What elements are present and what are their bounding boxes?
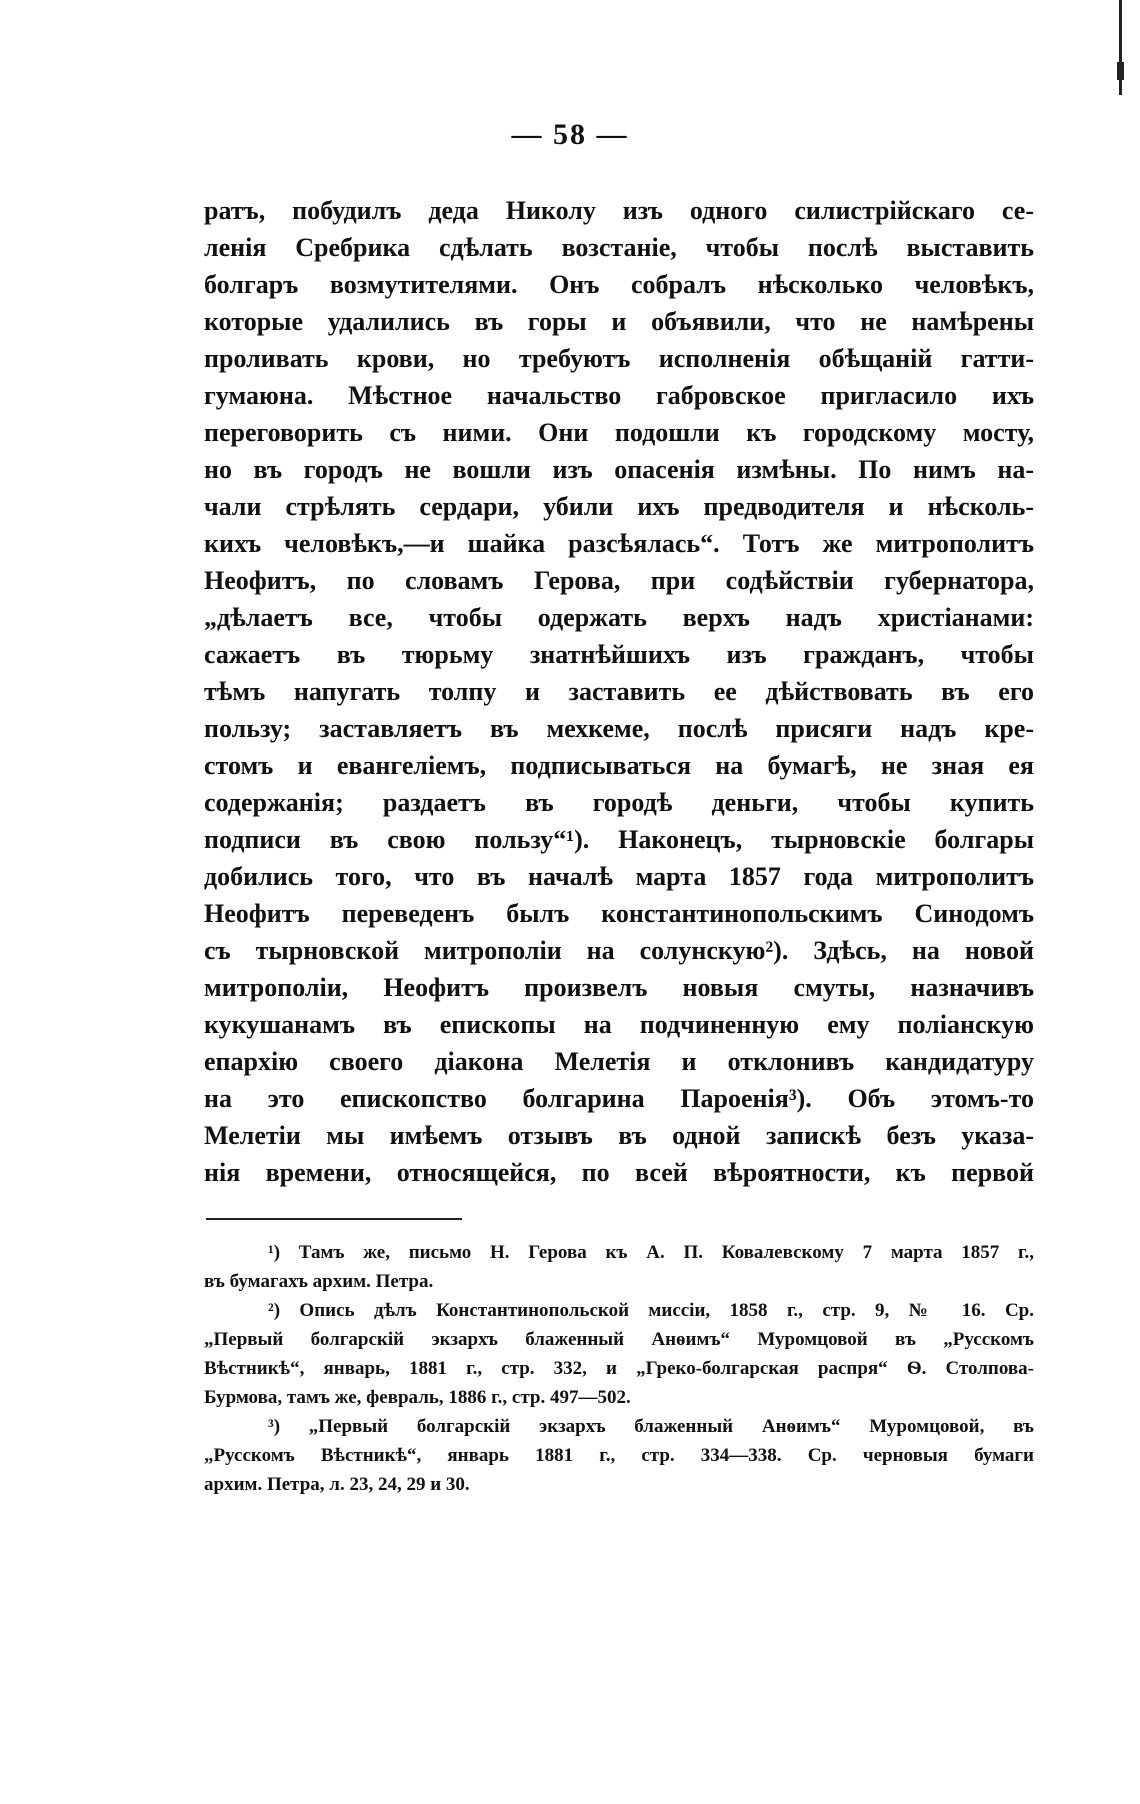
body-line: епархію своего діакона Мелетія и отклонивъ кандидатуру: [204, 1047, 1034, 1076]
footnote-line: Бурмова, тамъ же, февраль, 1886 г., стр. 497—502.: [204, 1387, 631, 1408]
body-line: Неофитъ, по словамъ Герова, при содѣйствіи губернатора,: [204, 566, 1034, 595]
body-line: Мелетіи мы имѣемъ отзывъ въ одной запискѣ безъ указа-: [204, 1121, 1034, 1150]
page-number: — 58 —: [511, 118, 629, 151]
body-line: „дѣлаетъ все, чтобы одержать верхъ надъ христіанами:: [204, 603, 1034, 632]
page-edge-line: [1119, 0, 1122, 95]
footnote-separator: [206, 1218, 462, 1220]
body-line: митрополіи, Неофитъ произвелъ новыя смуты, назначивъ: [204, 973, 1034, 1002]
body-line: болгаръ возмутителями. Онъ собралъ нѣсколько человѣкъ,: [204, 270, 1034, 299]
page-edge-mark: [1117, 62, 1124, 80]
body-line: кихъ человѣкъ,—и шайка разсѣялась“. Тотъ же митрополитъ: [204, 529, 1034, 558]
body-line: кукушанамъ въ епископы на подчиненную ему поліанскую: [204, 1010, 1034, 1039]
body-line: переговорить съ ними. Они подошли къ городскому мосту,: [204, 418, 1034, 447]
body-line: но въ городъ не вошли изъ опасенія измѣны. По нимъ на-: [204, 455, 1034, 484]
body-line: подписи въ свою пользу“¹). Наконецъ, тырновскіе болгары: [204, 825, 1034, 854]
footnote-line: Вѣстникѣ“, январь, 1881 г., стр. 332, и „Греко-болгарская распря“ Ѳ. Столпова-: [204, 1358, 1034, 1379]
body-line: на это епископство болгарина Пароенія³). Объ этомъ-то: [204, 1084, 1034, 1113]
body-line: содержанія; раздаетъ въ городѣ деньги, чтобы купить: [204, 788, 1034, 817]
body-line: чали стрѣлять сердари, убили ихъ предводителя и нѣсколь-: [204, 492, 1034, 521]
footnote-line: въ бумагахъ архим. Петра.: [204, 1271, 434, 1292]
body-line: которые удалились въ горы и объявили, что не намѣрены: [204, 307, 1034, 336]
body-line: стомъ и евангеліемъ, подписываться на бумагѣ, не зная ея: [204, 751, 1034, 780]
footnotes: [204, 1238, 1034, 1499]
footnote-line: „Первый болгарскій экзархъ блаженный Анѳимъ“ Муромцовой въ „Русскомъ: [204, 1329, 1034, 1350]
body-line: сажаетъ въ тюрьму знатнѣйшихъ изъ гражданъ, чтобы: [204, 640, 1034, 669]
footnote-line: ³) „Первый болгарскій экзархъ блаженный Анѳимъ“ Муромцовой, въ: [268, 1416, 1034, 1437]
body-line: тѣмъ напугать толпу и заставить ее дѣйствовать въ его: [204, 677, 1034, 706]
body-line: Неофитъ переведенъ былъ константинопольскимъ Синодомъ: [204, 899, 1034, 928]
body-text: [204, 192, 1034, 1191]
body-line: пользу; заставляетъ въ мехкеме, послѣ присяги надъ кре-: [204, 714, 1034, 743]
body-line: проливать крови, но требуютъ исполненія обѣщаній гатти-: [204, 344, 1034, 373]
body-line: добились того, что въ началѣ марта 1857 года митрополитъ: [204, 862, 1034, 891]
body-line: нія времени, относящейся, по всей вѣроятности, къ первой: [204, 1158, 1034, 1187]
body-line: ратъ, побудилъ деда Николу изъ одного силистрійскаго се-: [204, 196, 1034, 225]
footnote-line: ¹) Тамъ же, письмо Н. Герова къ А. П. Ковалевскому 7 марта 1857 г.,: [268, 1242, 1034, 1263]
footnote-line: ²) Опись дѣлъ Константинопольской миссіи, 1858 г., стр. 9, № 16. Ср.: [268, 1300, 1034, 1321]
body-line: ленія Сребрика сдѣлать возстаніе, чтобы послѣ выставить: [204, 233, 1034, 262]
footnote-line: „Русскомъ Вѣстникѣ“, январь 1881 г., стр. 334—338. Ср. черновыя бумаги: [204, 1445, 1034, 1466]
footnote-line: архим. Петра, л. 23, 24, 29 и 30.: [204, 1474, 470, 1495]
body-line: гумаюна. Мѣстное начальство габровское пригласило ихъ: [204, 381, 1034, 410]
body-line: съ тырновской митрополіи на солунскую²). Здѣсь, на новой: [204, 936, 1034, 965]
